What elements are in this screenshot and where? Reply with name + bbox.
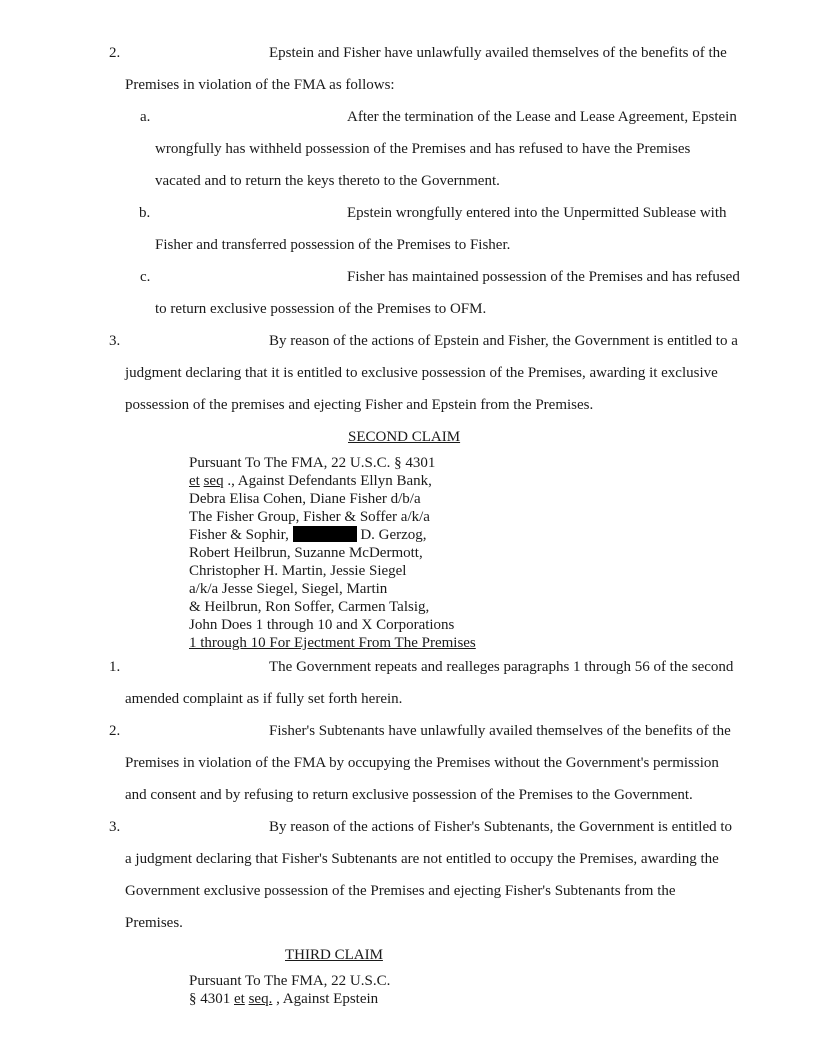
subparagraph-c-letter: c.	[140, 269, 151, 285]
third-caption-line-1: Pursuant To The FMA, 22 U.S.C.	[189, 973, 391, 989]
claim2-paragraph-3-number: 3.	[109, 819, 121, 835]
paragraph-2-line-1: Epstein and Fisher have unlawfully availed themselves of the benefits of the	[269, 45, 727, 61]
claim2-paragraph-2-line-3: and consent and by refusing to return exclusive possession of the Premises to the Government.	[125, 787, 693, 803]
paragraph-3-number: 3.	[109, 333, 121, 349]
third-caption-et: et	[234, 991, 245, 1007]
third-caption-line-2-pre: § 4301	[189, 991, 234, 1007]
caption-line-1: Pursuant To The FMA, 22 U.S.C. § 4301	[189, 455, 436, 471]
caption-line-2	[189, 472, 432, 490]
second-claim-heading: SECOND CLAIM	[348, 429, 461, 445]
caption-line-4: The Fisher Group, Fisher & Soffer a/k/a	[189, 509, 430, 525]
claim2-paragraph-2-line-1: Fisher's Subtenants have unlawfully availed themselves of the benefits of the	[269, 723, 731, 739]
subparagraph-c-line-1: Fisher has maintained possession of the Premises and has refused	[347, 269, 740, 285]
subparagraph-a-line-1: After the termination of the Lease and Lease Agreement, Epstein	[347, 109, 737, 125]
claim2-paragraph-3-line-4: Premises.	[125, 915, 183, 931]
redaction-bar	[293, 526, 357, 542]
paragraph-2-line-2: Premises in violation of the FMA as follows:	[125, 77, 395, 93]
paragraph-3-line-2: judgment declaring that it is entitled to exclusive possession of the Premises, awarding it exclusive	[125, 365, 718, 381]
paragraph-2-number: 2.	[109, 45, 121, 61]
claim2-paragraph-2-number: 2.	[109, 723, 121, 739]
caption-line-2-rest: ., Against Defendants Ellyn Bank,	[223, 473, 432, 489]
third-caption-line-2	[189, 990, 378, 1008]
caption-line-5-post: D. Gerzog,	[356, 527, 427, 543]
caption-line-5-pre: Fisher & Sophir,	[189, 527, 293, 543]
subparagraph-b-letter: b.	[139, 205, 151, 221]
claim2-paragraph-1-line-1: The Government repeats and realleges paragraphs 1 through 56 of the second	[269, 659, 734, 675]
subparagraph-a-letter: a.	[140, 109, 151, 125]
subparagraph-a-line-3: vacated and to return the keys thereto to the Government.	[155, 173, 500, 189]
third-claim-heading: THIRD CLAIM	[285, 947, 383, 963]
caption-line-5	[189, 526, 427, 544]
subparagraph-a-line-2: wrongfully has withheld possession of the Premises and has refused to have the Premises	[155, 141, 691, 157]
caption-line-6: Robert Heilbrun, Suzanne McDermott,	[189, 545, 423, 561]
third-caption-line-2-rest: , Against Epstein	[272, 991, 379, 1007]
claim2-paragraph-3-line-2: a judgment declaring that Fisher's Subtenants are not entitled to occupy the Premises, awarding the	[125, 851, 719, 867]
claim2-paragraph-1-line-2: amended complaint as if fully set forth herein.	[125, 691, 403, 707]
claim2-paragraph-1-number: 1.	[109, 659, 121, 675]
caption-line-10: John Does 1 through 10 and X Corporations	[189, 617, 455, 633]
caption-et: et	[189, 473, 200, 489]
claim2-paragraph-3-line-3: Government exclusive possession of the Premises and ejecting Fisher's Subtenants from the	[125, 883, 676, 899]
caption-line-7: Christopher H. Martin, Jessie Siegel	[189, 563, 407, 579]
claim2-paragraph-2-line-2: Premises in violation of the FMA by occupying the Premises without the Government's permission	[125, 755, 719, 771]
caption-line-9: & Heilbrun, Ron Soffer, Carmen Talsig,	[189, 599, 430, 615]
caption-line-8: a/k/a Jesse Siegel, Siegel, Martin	[189, 581, 388, 597]
subparagraph-b-line-2: Fisher and transferred possession of the Premises to Fisher.	[155, 237, 511, 253]
subparagraph-c-line-2: to return exclusive possession of the Premises to OFM.	[155, 301, 487, 317]
paragraph-3-line-1: By reason of the actions of Epstein and Fisher, the Government is entitled to a	[269, 333, 738, 349]
caption-line-3: Debra Elisa Cohen, Diane Fisher d/b/a	[189, 491, 421, 507]
claim2-paragraph-3-line-1: By reason of the actions of Fisher's Subtenants, the Government is entitled to	[269, 819, 733, 835]
third-caption-seq: seq.	[248, 991, 273, 1007]
subparagraph-b-line-1: Epstein wrongfully entered into the Unpermitted Sublease with	[347, 205, 727, 221]
caption-seq: seq	[203, 473, 224, 489]
paragraph-3-line-3: possession of the premises and ejecting Fisher and Epstein from the Premises.	[125, 397, 594, 413]
caption-line-11: 1 through 10 For Ejectment From The Premises	[189, 635, 476, 651]
